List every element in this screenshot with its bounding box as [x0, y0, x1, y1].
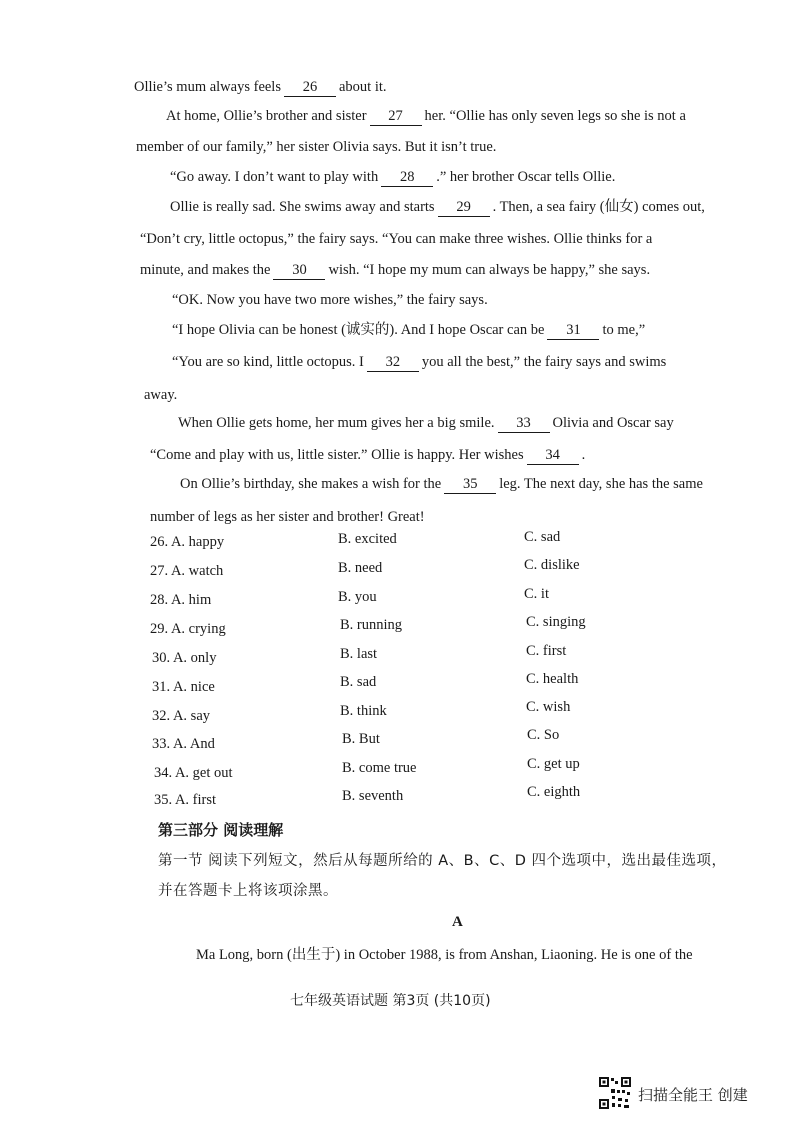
option-a: 27. A. watch	[150, 563, 224, 579]
option-c: C. it	[524, 586, 549, 602]
passage-line-9: “I hope Olivia can be honest (诚实的). And I hope Oscar can be 31 to me,”	[172, 322, 646, 338]
section-instruction-cont: 并在答题卡上将该项涂黑。	[158, 883, 338, 899]
option-a: 34. A. get out	[154, 765, 233, 781]
option-a: 32. A. say	[152, 708, 210, 724]
option-b: B. come true	[342, 760, 417, 776]
passage-heading: A	[452, 914, 463, 930]
option-a: 26. A. happy	[150, 534, 225, 550]
option-a: 28. A. him	[150, 592, 212, 608]
option-c: C. first	[526, 643, 567, 659]
passage-line-2: At home, Ollie’s brother and sister 27 her. “Ollie has only seven legs so she is not a	[166, 108, 686, 124]
option-b: B. sad	[340, 674, 377, 690]
blank-27: 27	[370, 107, 422, 126]
blank-32: 32	[367, 353, 419, 372]
page-footer: 七年级英语试题 第3页 (共10页)	[290, 993, 491, 1009]
watermark-text: 扫描全能王 创建	[638, 1086, 748, 1104]
passage-line-4: “Go away. I don’t want to play with 28 .” her brother Oscar tells Ollie.	[170, 169, 616, 185]
option-a: 35. A. first	[154, 792, 217, 808]
option-c: C. singing	[526, 614, 586, 630]
blank-30: 30	[273, 261, 325, 280]
option-c: C. dislike	[524, 557, 580, 573]
option-b: B. need	[338, 560, 383, 576]
passage-line-3: member of our family,” her sister Olivia says. But it isn’t true.	[136, 139, 497, 155]
passage-a-start: Ma Long, born (出生于) in October 1988, is from Anshan, Liaoning. He is one of the	[196, 947, 693, 963]
option-c: C. health	[526, 671, 579, 687]
option-b: B. But	[342, 731, 380, 747]
blank-31: 31	[547, 321, 599, 340]
passage-line-14: On Ollie’s birthday, she makes a wish for the 35 leg. The next day, she has the same	[180, 476, 703, 492]
option-c: C. eighth	[527, 784, 581, 800]
option-c: C. get up	[527, 756, 580, 772]
section-title: 第三部分 阅读理解	[158, 821, 284, 839]
passage-line-13: “Come and play with us, little sister.” Ollie is happy. Her wishes 34 .	[150, 447, 586, 463]
option-b: B. seventh	[342, 788, 404, 804]
passage-line-15: number of legs as her sister and brother! Great!	[150, 509, 425, 525]
passage-line-11: away.	[144, 387, 178, 403]
section-instruction: 第一节 阅读下列短文，然后从每题所给的 A、B、C、D 四个选项中，选出最佳选项，	[158, 853, 727, 869]
passage-line-8: “OK. Now you have two more wishes,” the fairy says.	[172, 292, 488, 308]
option-c: C. So	[527, 727, 560, 743]
option-b: B. excited	[338, 531, 397, 547]
qr-code-icon	[598, 1076, 632, 1110]
option-c: C. wish	[526, 699, 571, 715]
option-a: 33. A. And	[152, 736, 215, 752]
blank-26: 26	[284, 78, 336, 97]
passage-line-1: Ollie’s mum always feels 26 about it.	[134, 79, 387, 95]
blank-29: 29	[438, 198, 490, 217]
passage-line-6: “Don’t cry, little octopus,” the fairy says. “You can make three wishes. Ollie thinks for a	[140, 231, 653, 247]
option-a: 29. A. crying	[150, 621, 226, 637]
blank-28: 28	[381, 168, 433, 187]
passage-line-10: “You are so kind, little octopus. I 32 you all the best,” the fairy says and swims	[172, 354, 667, 370]
option-c: C. sad	[524, 529, 561, 545]
option-a: 31. A. nice	[152, 679, 215, 695]
blank-33: 33	[498, 414, 550, 433]
blank-35: 35	[444, 475, 496, 494]
blank-34: 34	[527, 446, 579, 465]
option-b: B. running	[340, 617, 403, 633]
option-a: 30. A. only	[152, 650, 217, 666]
passage-line-12: When Ollie gets home, her mum gives her a big smile. 33 Olivia and Oscar say	[178, 415, 674, 431]
option-b: B. you	[338, 589, 377, 605]
option-b: B. think	[340, 703, 387, 719]
passage-line-7: minute, and makes the 30 wish. “I hope my mum can always be happy,” she says.	[140, 262, 651, 278]
passage-line-5: Ollie is really sad. She swims away and starts 29 . Then, a sea fairy (仙女) comes out,	[170, 199, 705, 215]
option-b: B. last	[340, 646, 378, 662]
